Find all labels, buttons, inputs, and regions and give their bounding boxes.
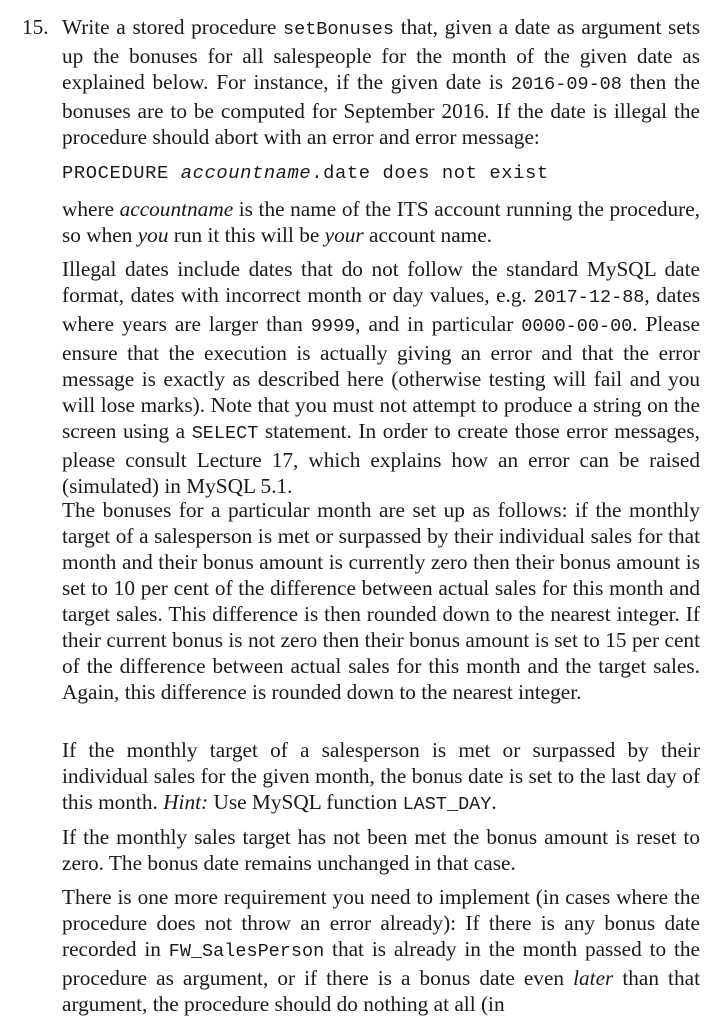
illegal-date-example-code: 2017-12-88 [533,287,645,308]
bonus-date-paragraph [62,737,700,818]
account-note-paragraph [62,196,700,248]
bonus-date-text-3: . [491,790,497,814]
select-keyword-code: SELECT [191,423,259,444]
procedure-name-code: setBonuses [282,19,395,40]
error-prefix: PROCEDURE [62,162,181,184]
account-text-2: is the name of the ITS account running the procedure, so when [62,197,700,247]
error-account-placeholder: accountname [180,162,312,184]
account-text-1: where [62,197,120,221]
max-year-code: 9999 [310,316,356,337]
illegal-text-1: Illegal dates include dates that do not follow the standard MySQL date format, dates with incorrect month or day values, e.g. [62,257,700,307]
bonus-date-text-1: If the monthly target of a salesperson is met or surpassed by their individual sales for the given month, the bonus date is set to the last day of this month. [62,738,700,814]
extra-text-3: than that argument, the procedure should do nothing at all (in [62,966,700,1016]
extra-requirement-paragraph [62,884,700,1017]
intro-text-1: Write a stored procedure [62,15,283,39]
account-italic-2: you [137,223,169,247]
error-suffix: .date does not exist [311,162,549,184]
error-message-line [62,160,549,186]
not-met-paragraph: If the monthly sales target has not been met the bonus amount is reset to zero. The bonus date remains unchanged in that case. [62,825,700,875]
last-day-function-code: LAST_DAY [402,794,492,815]
illegal-text-4: . Please ensure that the execution is actually giving an error and that the error message is exactly as described here (otherwise testing will fail and you will lose marks). Note that you must not attempt to produce a string on the screen using a [62,312,700,443]
item-number: 15. [22,15,49,39]
illegal-text-2: , dates where years are larger than [62,283,700,336]
intro-paragraph [62,14,700,150]
bonus-rules-paragraph: The bonuses for a particular month are set up as follows: if the monthly target of a salesperson is met or surpassed by their individual sales for that month and their bonus amount is currently zero then their bonus amount is set to 10 per cent of the difference between actual sales for this month and target sales. This difference is then rounded down to the nearest integer. If their current bonus is not zero then their bonus amount is set to 15 per cent of the difference between actual sales for this month and the target sales. Again, this difference is rounded down to the nearest integer. [62,498,700,704]
extra-text-1: There is one more requirement you need to implement (in cases where the procedure does not throw an error already): If there is any bonus date recorded in [62,885,700,961]
table-name-code: FW_SalesPerson [168,941,325,962]
example-date-code: 2016-09-08 [510,74,622,95]
intro-text-3: then the bonuses are to be computed for September 2016. If the date is illegal the procedure should abort with an error and error message: [62,70,700,149]
account-italic-1: accountname [119,197,234,221]
account-text-4: account name. [363,223,492,247]
extra-text-2: that is already in the month passed to the procedure as argument, or if there is a bonus date even [62,937,700,990]
bonus-date-text-2: Use MySQL function [208,790,403,814]
illegal-dates-paragraph [62,256,700,499]
intro-text-2: that, given a date as argument sets up the bonuses for all salespeople for the month of the given date as explained below. For instance, if the given date is [62,15,700,94]
extra-italic-later: later [573,966,614,990]
zero-date-code: 0000-00-00 [521,316,633,337]
illegal-text-3: , and in particular [355,312,522,336]
account-text-3: run it this will be [168,223,325,247]
illegal-text-5: statement. In order to create those error messages, please consult Lecture 17, which explains how an error can be raised (simulated) in MySQL 5.1. [62,419,700,498]
hint-label: Hint: [163,790,209,814]
account-italic-3: your [324,223,364,247]
